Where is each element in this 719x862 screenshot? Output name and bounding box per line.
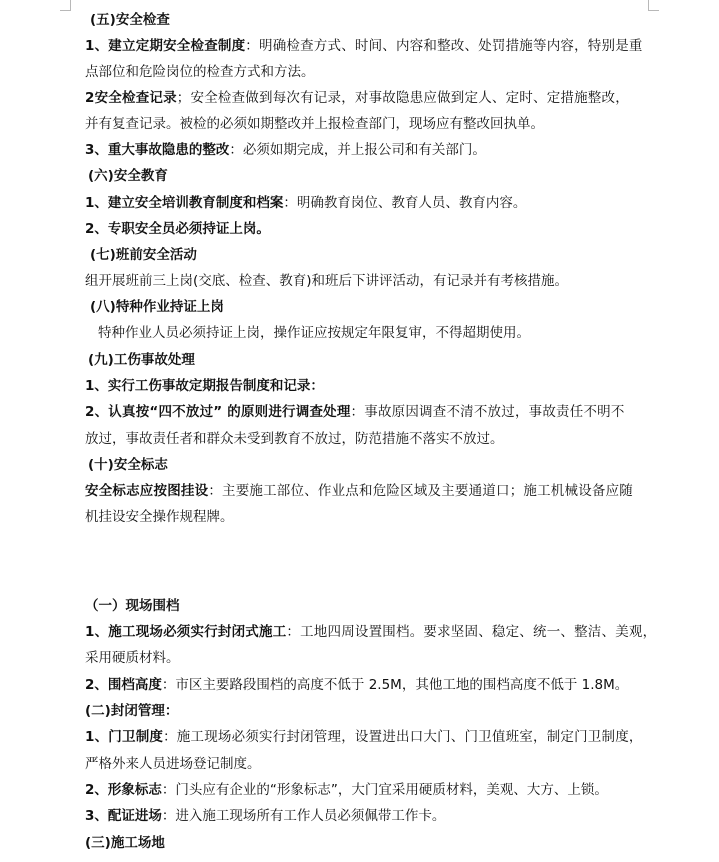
- paragraph-line: [85, 89, 685, 107]
- heading-text: (五)安全检查: [90, 12, 170, 28]
- paragraph-line: [85, 649, 685, 667]
- body-text: 并有复查记录。被检的必须如期整改并上报检查部门，现场应有整改回执单。: [85, 116, 544, 132]
- body-text: ：进入施工现场所有工作人员必须佩带工作卡。: [161, 808, 446, 824]
- body-text: ：工地四周设置围档。要求坚固、稳定、统一、整洁、美观，: [286, 624, 657, 640]
- paragraph-line: [85, 755, 685, 773]
- body-text: ：明确检查方式、时间、内容和整改、处罚措施等内容，特别是重: [245, 38, 643, 54]
- section-heading: [85, 834, 685, 852]
- paragraph-line: [85, 508, 685, 526]
- body-text: ：事故原因调查不清不放过，事故责任不明不: [350, 404, 625, 420]
- paragraph-line: [85, 37, 685, 55]
- paragraph-line: [85, 807, 685, 825]
- bold-lead: 1、实行工伤事故定期报告制度和记录：: [85, 378, 324, 394]
- paragraph-line: [85, 220, 685, 238]
- paragraph-line: [85, 430, 685, 448]
- body-text: ；安全检查做到每次有记录，对事故隐患应做到定人、定时、定措施整改，: [176, 90, 629, 106]
- heading-text: (二)封闭管理：: [85, 703, 179, 719]
- body-text: ：门头应有企业的“形象标志”，大门宜采用硬质材料，美观、大方、上锁。: [161, 782, 608, 798]
- body-text: ：市区主要路段围档的高度不低于 2.5M，其他工地的围档高度不低于 1.8M。: [161, 677, 629, 693]
- heading-text: (十)安全标志: [88, 457, 168, 473]
- bold-lead: 2、专职安全员必须持证上岗。: [85, 221, 270, 237]
- body-text: 特种作业人员必须持证上岗，操作证应按规定年限复审，不得超期使用。: [98, 325, 530, 341]
- paragraph-line: [85, 141, 685, 159]
- bold-lead: 3、重大事故隐患的整改: [85, 142, 230, 158]
- section-heading: [88, 167, 688, 185]
- paragraph-line: [98, 324, 698, 342]
- paragraph-line: [85, 194, 685, 212]
- paragraph-line: [85, 63, 685, 81]
- bold-lead: 1、建立定期安全检查制度: [85, 38, 246, 54]
- section-heading: [85, 702, 685, 720]
- paragraph-line: [85, 403, 685, 421]
- heading-text: (六)安全教育: [88, 168, 168, 184]
- section-heading: [90, 246, 690, 264]
- paragraph-line: [85, 781, 685, 799]
- section-heading: [90, 11, 690, 29]
- body-text: ：必须如期完成，并上报公司和有关部门。: [229, 142, 486, 158]
- paragraph-line: [85, 676, 685, 694]
- heading-text: (八)特种作业持证上岗: [90, 299, 224, 315]
- body-text: ：施工现场必须实行封闭管理，设置进出口大门、门卫值班室，制定门卫制度，: [163, 729, 643, 745]
- body-text: 放过，事故责任者和群众未受到教育不放过，防范措施不落实不放过。: [85, 431, 504, 447]
- body-text: 组开展班前三上岗(交底、检查、教育)和班后下讲评活动，有记录并有考核措施。: [85, 273, 569, 289]
- heading-text: (九)工伤事故处理: [88, 352, 195, 368]
- paragraph-line: [85, 482, 685, 500]
- paragraph-line: [85, 377, 685, 395]
- bold-lead: 3、配证进场: [85, 808, 162, 824]
- body-text: ：明确教育岗位、教育人员、教育内容。: [283, 195, 527, 211]
- bold-lead: 2、认真按“四不放过” 的原则进行调查处理: [85, 404, 351, 420]
- paragraph-line: [85, 728, 685, 746]
- section-heading: [88, 351, 688, 369]
- bold-lead: 1、门卫制度: [85, 729, 164, 745]
- body-text: 采用硬质材料。: [85, 650, 180, 666]
- paragraph-line: [85, 623, 685, 641]
- heading-text: (三)施工场地: [85, 835, 165, 851]
- body-text: 点部位和危险岗位的检查方式和方法。: [85, 64, 315, 80]
- bold-lead: 2、围档高度: [85, 677, 162, 693]
- bold-lead: 1、施工现场必须实行封闭式施工: [85, 624, 287, 640]
- heading-text: （一）现场围档: [85, 598, 180, 614]
- body-text: ：主要施工部位、作业点和危险区域及主要通道口；施工机械设备应随: [208, 483, 634, 499]
- section-heading: [90, 298, 690, 316]
- bold-lead: 1、建立安全培训教育制度和档案: [85, 195, 284, 211]
- paragraph-line: [85, 115, 685, 133]
- bold-lead: 2、形象标志: [85, 782, 162, 798]
- section-heading: [88, 456, 688, 474]
- section-heading: [85, 597, 685, 615]
- bold-lead: 安全标志应按图挂设: [85, 483, 209, 499]
- heading-text: (七)班前安全活动: [90, 247, 197, 263]
- body-text: 严格外来人员进场登记制度。: [85, 756, 261, 772]
- paragraph-line: [85, 272, 685, 290]
- bold-lead: 2安全检查记录: [85, 90, 177, 106]
- body-text: 机挂设安全操作规程牌。: [85, 509, 234, 525]
